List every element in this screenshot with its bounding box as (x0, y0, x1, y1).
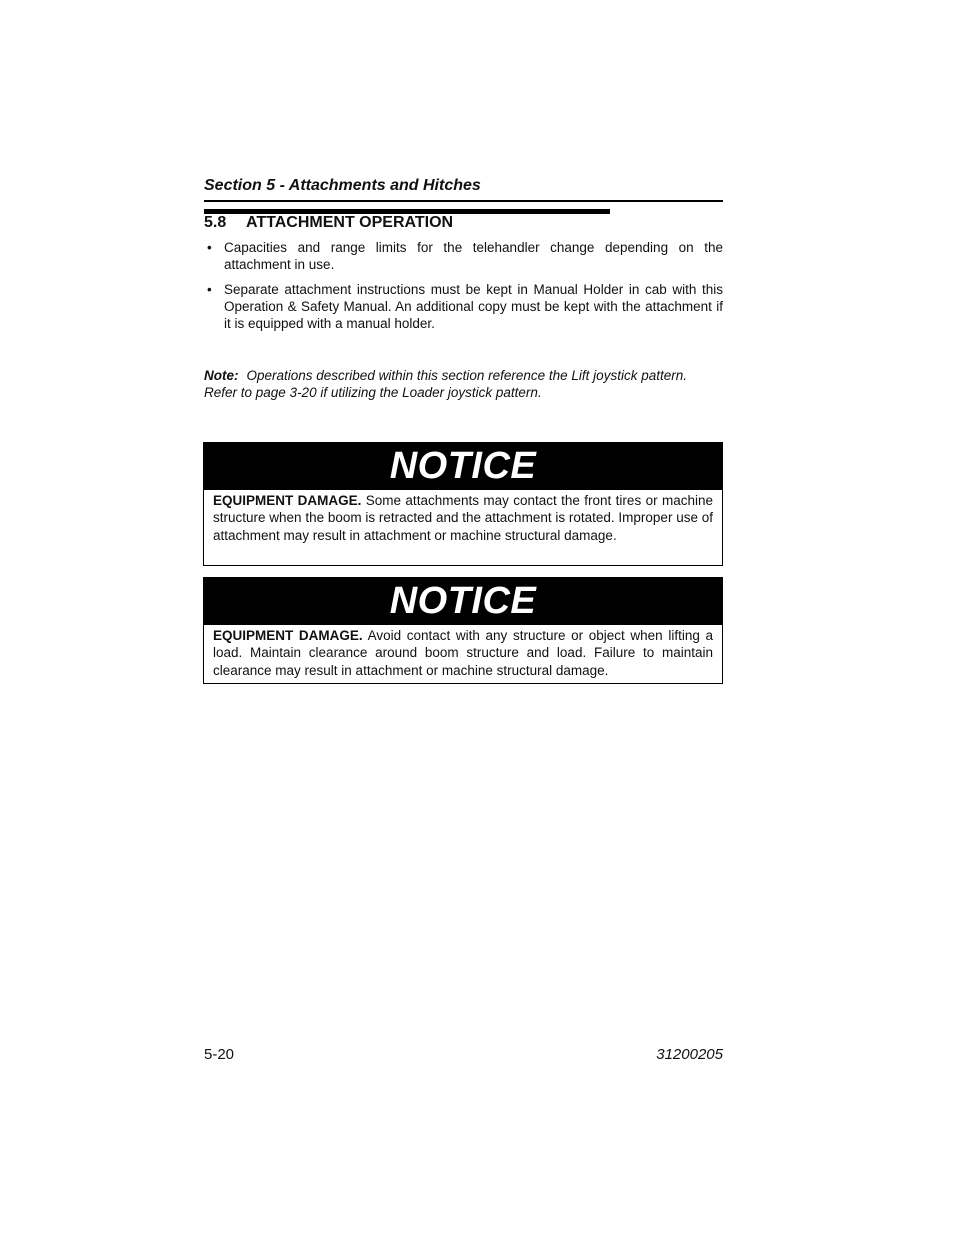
header-rule (204, 200, 723, 202)
subsection-heading (204, 214, 453, 232)
subsection-number: 5.8 (204, 214, 227, 231)
notice-heading: NOTICE (204, 578, 722, 625)
notice-box-1 (203, 442, 723, 566)
document-number: 31200205 (656, 1046, 723, 1063)
notice-text: Avoid contact with any structure or object when lifting a load. Maintain clearance around boom structure and load. Failure to maintain clearance may result in attachment or machine structural damage. (213, 628, 713, 678)
notice-text: Some attachments may contact the front tires or machine structure when the boom is retracted and the attachment is rotated. Improper use of attachment may result in attachment or machine structural damage. (213, 493, 713, 543)
bullet-text: Separate attachment instructions must be kept in Manual Holder in cab with this Operation & Safety Manual. An additional copy must be kept with the attachment if it is equipped with a manual holder. (224, 282, 723, 331)
bullet-icon: • (207, 240, 212, 255)
notice-box-2 (203, 577, 723, 684)
subsection-title: ATTACHMENT OPERATION (246, 214, 454, 231)
list-item (204, 281, 723, 332)
bullet-text: Capacities and range limits for the telehandler change depending on the attachment in use. (224, 240, 723, 272)
section-title: Section 5 - Attachments and Hitches (204, 177, 481, 194)
page-number: 5-20 (204, 1046, 235, 1063)
list-item (204, 239, 723, 273)
notice-heading: NOTICE (204, 443, 722, 490)
note (204, 367, 723, 401)
notice-body (204, 490, 722, 544)
bullet-list (204, 239, 723, 340)
notice-body (204, 625, 722, 679)
note-label: Note: (204, 368, 239, 383)
note-text: Operations described within this section reference the Lift joystick pattern. Refer to page 3-20 if utilizing the Loader joystick pattern. (204, 368, 687, 400)
bullet-icon: • (207, 282, 212, 297)
notice-lead: EQUIPMENT DAMAGE. (213, 628, 363, 643)
notice-lead: EQUIPMENT DAMAGE. (213, 493, 362, 508)
